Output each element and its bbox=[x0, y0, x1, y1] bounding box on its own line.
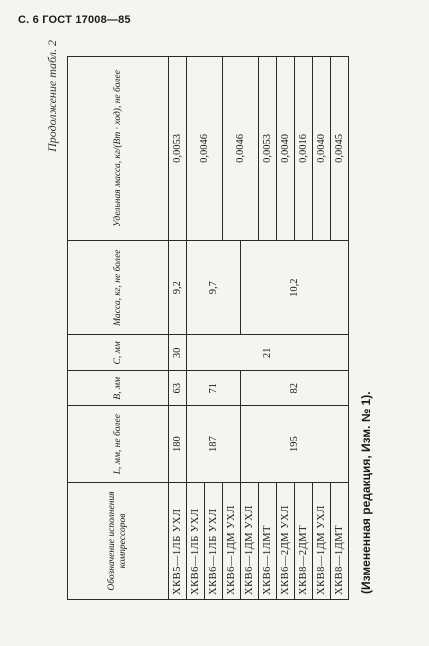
cell-L: 187 bbox=[187, 406, 241, 483]
cell-designation: ХКВ5—1ЛБ УХЛ bbox=[169, 483, 187, 600]
col-header-B: B, мм bbox=[68, 371, 169, 406]
cell-spec: 0,0016 bbox=[295, 57, 313, 241]
cell-spec: 0,0046 bbox=[187, 57, 223, 241]
cell-C: 21 bbox=[187, 335, 349, 371]
cell-mass: 9,7 bbox=[187, 240, 241, 335]
col-header-specific-mass: Удельная масса, кг/(Вт · ход), не более bbox=[68, 57, 169, 241]
cell-designation: ХКВ6—1ЛБ УХЛ bbox=[205, 483, 223, 600]
col-header-C: C, мм bbox=[68, 335, 169, 371]
cell-mass: 9,2 bbox=[169, 240, 187, 335]
cell-L: 195 bbox=[241, 406, 349, 483]
col-header-L: L, мм, не более bbox=[68, 406, 169, 483]
cell-spec: 0,0045 bbox=[331, 57, 349, 241]
col-header-mass: Масса, кг, не более bbox=[68, 240, 169, 335]
table-row bbox=[169, 57, 187, 600]
cell-designation: ХКВ6—2ДМ УХЛ bbox=[277, 483, 295, 600]
cell-B: 71 bbox=[187, 371, 241, 406]
rotated-content bbox=[45, 40, 420, 600]
compressor-table bbox=[67, 56, 349, 600]
table-row bbox=[187, 57, 205, 600]
cell-designation: ХКВ6—1ДМ УХЛ bbox=[241, 483, 259, 600]
cell-B: 82 bbox=[241, 371, 349, 406]
cell-spec: 0,0040 bbox=[313, 57, 331, 241]
cell-spec: 0,0046 bbox=[223, 57, 259, 241]
cell-designation: ХКВ6—1ЛМТ bbox=[259, 483, 277, 600]
cell-designation: ХКВ8—1ДМ УХЛ bbox=[313, 483, 331, 600]
cell-C: 30 bbox=[169, 335, 187, 371]
cell-spec: 0,0040 bbox=[277, 57, 295, 241]
amendment-note: (Измененная редакция, Изм. № 1). bbox=[359, 391, 373, 594]
cell-designation: ХКВ8—1ДМТ bbox=[331, 483, 349, 600]
cell-mass: 10,2 bbox=[241, 240, 349, 335]
cell-L: 180 bbox=[169, 406, 187, 483]
cell-spec: 0,0053 bbox=[259, 57, 277, 241]
table-header-row bbox=[68, 57, 169, 600]
cell-spec: 0,0053 bbox=[169, 57, 187, 241]
cell-B: 63 bbox=[169, 371, 187, 406]
page-header: С. 6 ГОСТ 17008—85 bbox=[18, 14, 131, 26]
cell-designation: ХКВ6—1ДМ УХЛ bbox=[223, 483, 241, 600]
cell-designation: ХКВ6—1ЛБ УХЛ bbox=[187, 483, 205, 600]
col-header-designation: Обозначение исполнения компрессоров bbox=[68, 483, 169, 600]
cell-designation: ХКВ8—2ДМТ bbox=[295, 483, 313, 600]
table-continuation-label: Продолжение табл. 2 bbox=[45, 40, 59, 152]
